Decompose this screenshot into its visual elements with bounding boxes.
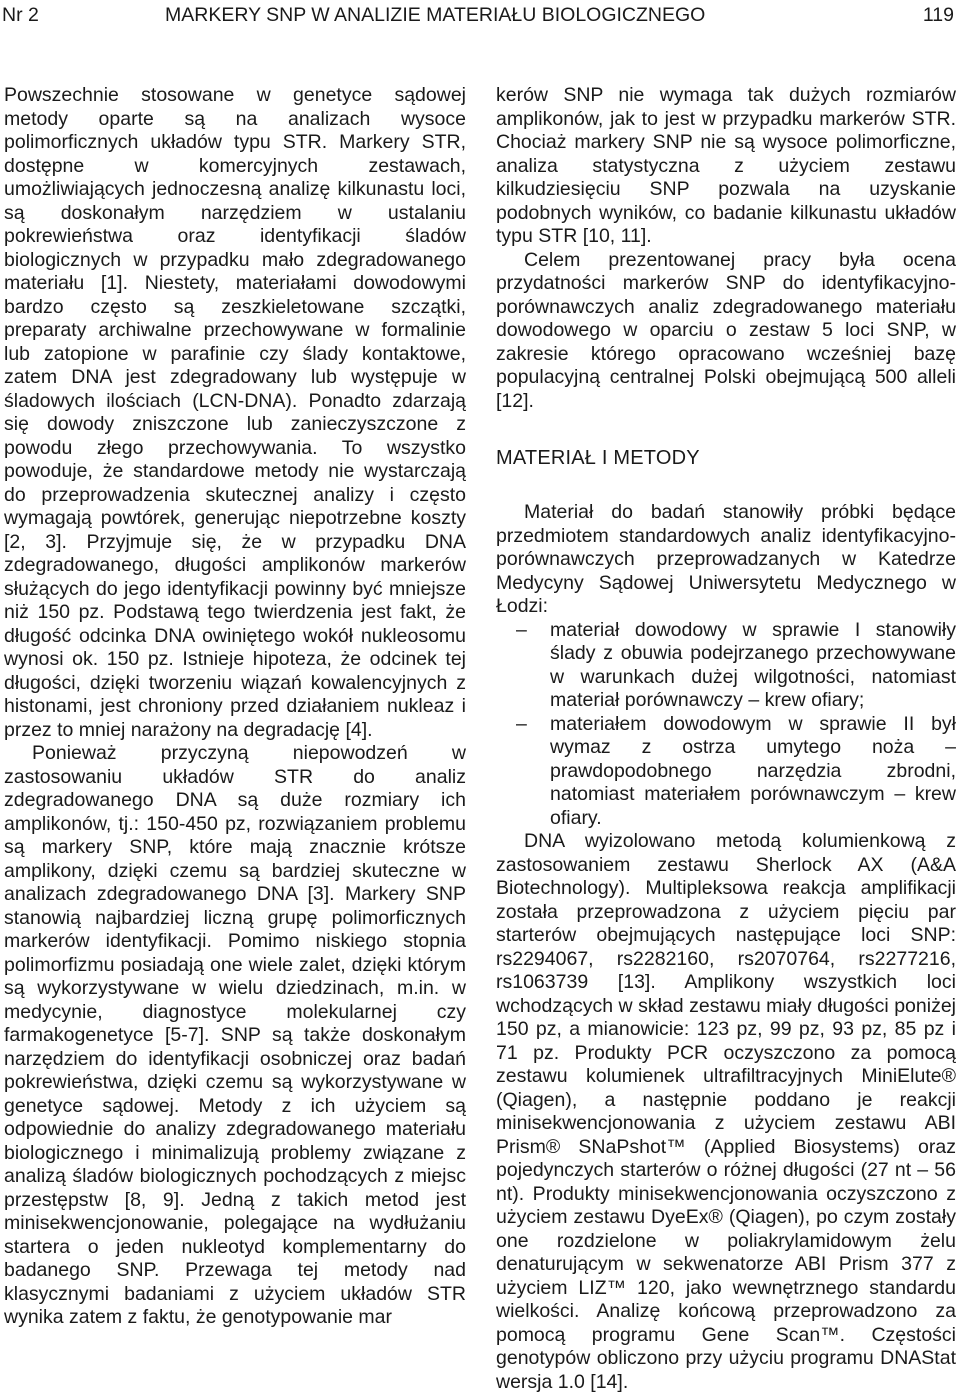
page-number: 119 bbox=[922, 4, 954, 26]
list-item: – materiał dowodowy w sprawie I stanowiły ślady z obuwia podejrzanego przechowywane w warunkach dużej wilgotności, natomiast materiał porównawczy – krew ofiary; bbox=[496, 619, 956, 713]
list-item: – materiałem dowodowym w sprawie II był wymaz z ostrza umytego noża – prawdopodobnego narzędzia zbrodni, natomiast materiałem porównawczym – krew ofiary. bbox=[496, 713, 956, 831]
issue-number: Nr 2 bbox=[2, 4, 39, 26]
aim-paragraph: Celem prezentowanej pracy była ocena przydatności markerów SNP do identyfikacyjno-porównawczych analiz zdegradowanego materiału dowodowego w oparciu o zestaw 5 loci SNP, w zakresie którego opracowano wcześniej bazę populacyjną centralnej Polski obejmującą 500 alleli [12]. bbox=[496, 248, 956, 412]
right-column bbox=[496, 84, 956, 1394]
section-heading: MATERIAŁ I METODY bbox=[496, 447, 700, 469]
methods-paragraph: DNA wyizolowano metodą kolumienkową z zastosowaniem zestawu Sherlock AX (A&A Biotechnology). Multipleksowa reakcja amplifikacji została przeprowadzona z użyciem pięciu par starterów obejmujących następujące loci SNP: rs2294067, rs2282160, rs2070764, rs2277216, rs1063739 [13]. Amplikony wszystkich loci wchodzących w skład zestawu miały długości poniżej 150 pz, a mianowicie: 123 pz, 99 pz, 93 pz, 85 pz i 71 pz. Produkty PCR oczyszczono za pomocą zestawu kolumienek ultrafiltracyjnych MiniElute® (Qiagen), a następnie poddano je reakcji minisekwencjonowania z użyciem zestawu ABI Prism® SNaPshot™ (Applied Biosystems) oraz pojedynczych starterów o różnej długości (27 nt – 56 nt). Produkty minisekwencjonowania oczyszczono z użyciem zestawu DyeEx® (Qiagen), po czym zostały one rozdzielone w poliakrylamidowym żelu denaturującym w sekwenatorze ABI Prism 377 z użyciem LIZ™ 120, jako wewnętrznego standardu wielkości. Analizę końcową przeprowadzono za pomocą programu Gene Scan™. Częstości genotypów obliczono przy użyciu programu DNAStat wersja 1.0 [14]. bbox=[496, 830, 956, 1393]
intro-paragraph: Powszechnie stosowane w genetyce sądowej metody oparte są na analizach wysoce polimorficznych układów typu STR. Markery STR, dostępne w komercyjnych zestawach, umożliwiających jednoczesną analizę kilkunastu loci, są doskonałym narzędziem w ustalaniu pokrewieństwa oraz identyfikacji śladów biologicznych w przypadku mało zdegradowanego materiału [1]. Niestety, materiałami dowodowymi bardzo często są zeszkieletowane szczątki, preparaty archiwalne przechowywane w formalinie lub zatopione w parafinie czy ślady kontaktowe, zatem DNA jest zdegradowany lub występuje w śladowych ilościach (LCN-DNA). Ponadto zdarzają się dowody zniszczone lub zanieczyszczone z powodu złego przechowywania. To wszystko powoduje, że standardowe metody nie wystarczają do przeprowadzenia skutecznej analizy i często wymagają powtórek, generując niepotrzebne koszty [2, 3]. Przyjmuje się, że w przypadku DNA zdegradowanego, długości amplikonów markerów służących do jego identyfikacji powinny być mniejsze niż 150 pz. Podstawą tego twierdzenia jest fakt, że długość odcinka DNA owiniętego wokół nukleosomu wynosi ok. 150 pz. Istnieje hipoteza, że odcinek tej długości, dzięki tworzeniu wiązań kowalencyjnych z histonami, jest chroniony przed działaniem nukleaz i przez to mniej narażony na degradację [4]. bbox=[4, 84, 466, 741]
left-column bbox=[4, 84, 466, 1330]
material-intro-paragraph: Materiał do badań stanowiły próbki będące przedmiotem standardowych analiz identyfikacyjno-porównawczych przeprowadzanych w Katedrze Medycyny Sądowej Uniwersytetu Medycznego w Łodzi: bbox=[496, 501, 956, 617]
running-header bbox=[0, 0, 960, 44]
continued-paragraph: kerów SNP nie wymaga tak dużych rozmiarów amplikonów, jak to jest w przypadku markerów STR. Chociaż markery SNP nie są wysoce polimorficzne, analiza statystyczna z użyciem zestawu kilkudziesięciu SNP pozwala na uzyskanie podobnych wyników, co badanie kilkunastu układów typu STR [10, 11]. bbox=[496, 84, 956, 247]
material-list bbox=[496, 619, 956, 831]
snp-rationale-paragraph: Ponieważ przyczyną niepowodzeń w zastosowaniu układów STR do analiz zdegradowanego DNA są duże rozmiary ich amplikonów, tj.: 150-450 pz, rozwiązaniem problemu są markery SNP, które mają znacznie krótsze amplikony, dzięki czemu są bardziej skuteczne w analizach zdegradowanego DNA [3]. Markery SNP stanowią najbardziej liczną grupę polimorficznych markerów identyfikacji. Pomimo niskiego stopnia polimorfizmu posiadają one wiele zalet, dzięki którym są wykorzystywane w wielu dziedzinach, m.in. w medycynie, diagnostyce molekularnej czy farmakogenetyce [5-7]. SNP są także doskonałym narzędziem do identyfikacji osobniczej oraz badań pokrewieństwa, dzięki czemu są wykorzystywane w genetyce sądowej. Metody z ich użyciem są odpowiednie do analizy zdegradowanego materiału biologicznego i minimalizują problemy związane z analizą śladów biologicznych pochodzących z miejsc przestępstw [8, 9]. Jedną z takich metod jest minisekwencjonowanie, polegające na wydłużaniu startera o jeden nukleotyd komplementarny do badanego SNP. Przewaga tej metody nad klasycznymi badaniami z użyciem układów STR wynika zatem z faktu, że genotypowanie mar bbox=[4, 742, 466, 1328]
running-title: MARKERY SNP W ANALIZIE MATERIAŁU BIOLOGICZNEGO bbox=[165, 4, 706, 26]
